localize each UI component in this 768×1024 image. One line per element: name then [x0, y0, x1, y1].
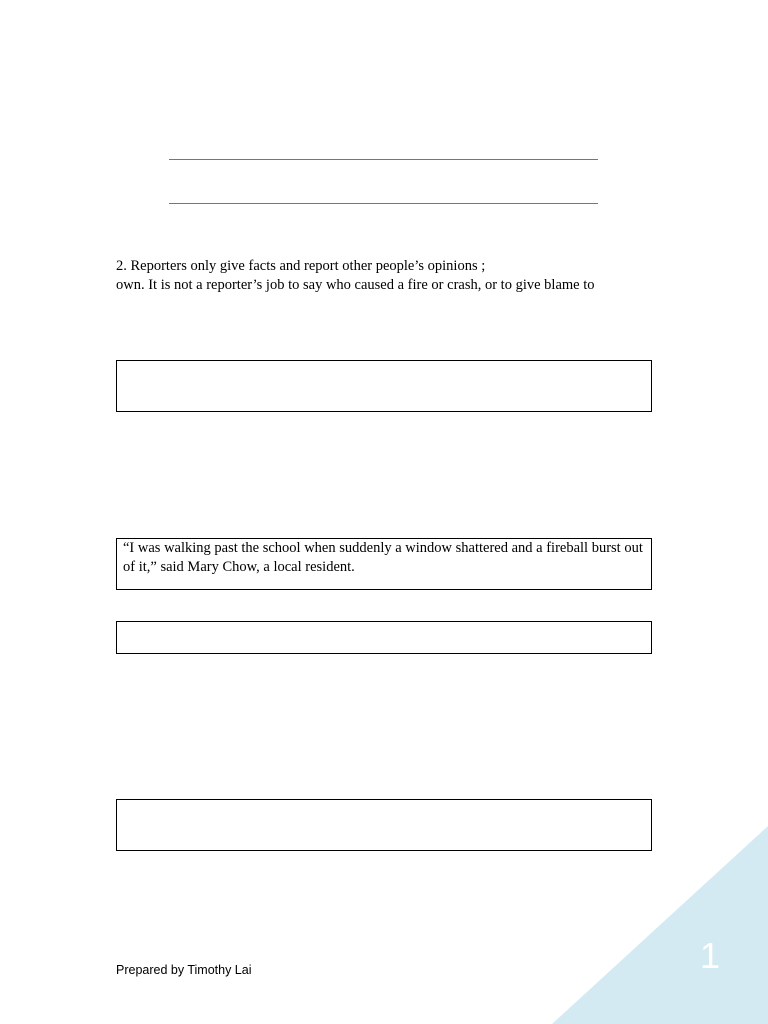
answer-line-1[interactable] — [169, 159, 598, 160]
answer-line-2[interactable] — [169, 203, 598, 204]
instruction-line-2: own. It is not a reporter’s job to say who caused a fire or crash, or to give blame to — [116, 277, 595, 293]
quote-box[interactable] — [116, 538, 652, 590]
instruction-line-1: 2. Reporters only give facts and report other people’s opinions ; — [116, 258, 486, 274]
answer-box-1[interactable] — [116, 360, 652, 412]
corner-triangle — [552, 826, 768, 1024]
answer-box-2[interactable] — [116, 621, 652, 654]
footer-prepared-by: Prepared by Timothy Lai — [116, 963, 252, 977]
instruction-paragraph — [116, 257, 676, 295]
quote-text: “I was walking past the school when suddenly a window shattered and a fireball burst out of it,” said Mary Chow, a local resident. — [123, 540, 643, 575]
answer-box-3[interactable] — [116, 799, 652, 851]
page-number: 1 — [700, 935, 721, 976]
